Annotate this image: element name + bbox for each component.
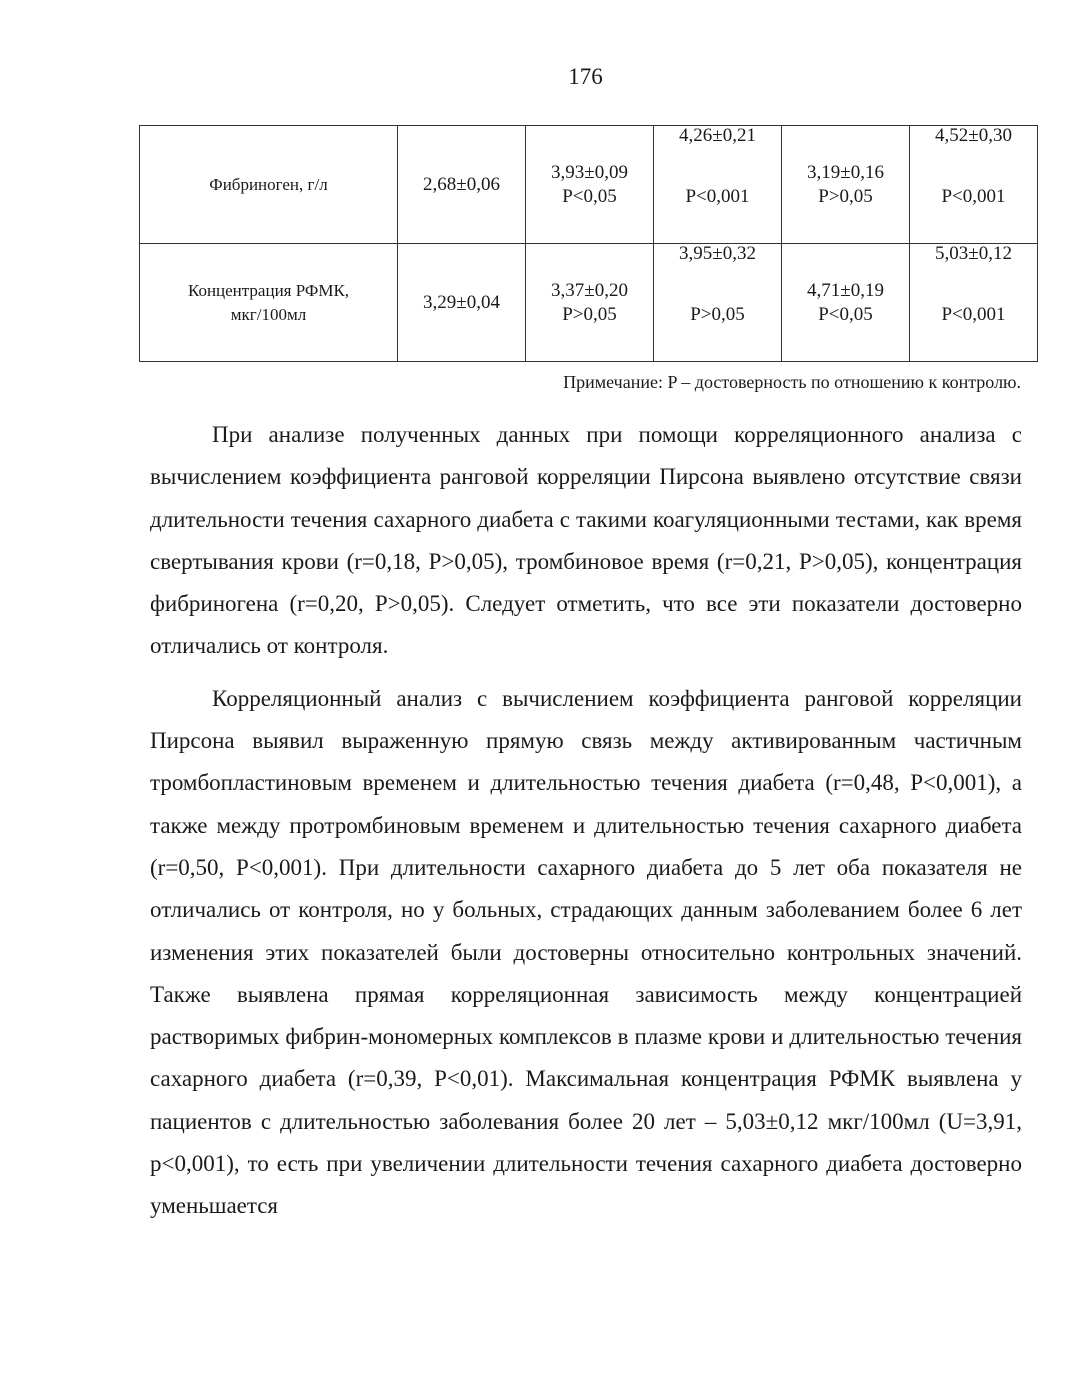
group-cell	[910, 126, 1038, 244]
group-cell	[526, 126, 654, 244]
group-p: P<0,05	[818, 303, 873, 325]
group-value: 3,93±0,09	[551, 161, 628, 183]
group-value: 3,95±0,32	[679, 243, 756, 264]
group-cell	[654, 244, 782, 362]
group-p: P<0,001	[685, 186, 750, 207]
group-p: P>0,05	[818, 185, 873, 207]
row-name: Фибриноген, г/л	[140, 126, 398, 244]
group-value: 3,37±0,20	[551, 279, 628, 301]
group-cell	[910, 244, 1038, 362]
group-cell	[782, 244, 910, 362]
body-text	[150, 414, 1022, 1228]
paragraph: Корреляционный анализ с вычислением коэффициента ранговой корреляции Пирсона выявил выраженную прямую связь между активированным частичным тромбопластиновым временем и длительностью течения диабета (r=0,48, P<0,001), а также между протромбиновым временем и длительностью течения сахарного диабета (r=0,50, P<0,001). При длительности сахарного диабета до 5 лет оба показателя не отличались от контроля, но у больных, страдающих данным заболеванием более 6 лет изменения этих показателей были достоверны относительно контрольных значений. Также выявлена прямая корреляционная зависимость между концентрацией растворимых фибрин-мономерных комплексов в плазме крови и длительностью течения сахарного диабета (r=0,39, P<0,01). Максимальная концентрация РФМК выявлена у пациентов с длительностью заболевания более 20 лет – 5,03±0,12 мкг/100мл (U=3,91, p<0,001), то есть при увеличении длительности течения сахарного диабета достоверно уменьшается	[150, 685, 1022, 1219]
table-row	[140, 126, 1038, 244]
group-cell	[654, 126, 782, 244]
group-p: P<0,001	[941, 304, 1006, 325]
table-note: Примечание: P – достоверность по отношению к контролю.	[563, 372, 1021, 392]
page-number: 176	[568, 64, 603, 89]
group-value: 5,03±0,12	[935, 243, 1012, 264]
control-value: 3,29±0,04	[398, 244, 526, 362]
group-cell	[782, 126, 910, 244]
group-cell	[526, 244, 654, 362]
results-table	[139, 125, 1038, 362]
group-p: P>0,05	[562, 303, 617, 325]
group-p: P>0,05	[690, 304, 745, 325]
row-name-line: мкг/100мл	[230, 304, 307, 324]
row-name	[140, 244, 398, 362]
paragraph: При анализе полученных данных при помощи корреляционного анализа с вычислением коэффициента ранговой корреляции Пирсона выявлено отсутствие связи длительности течения сахарного диабета с такими коагуляционными тестами, как время свертывания крови (r=0,18, P>0,05), тромбиновое время (r=0,21, P>0,05), концентрация фибриногена (r=0,20, P>0,05). Следует отметить, что все эти показатели достоверно отличались от контроля.	[150, 422, 1022, 659]
group-p: P<0,001	[941, 186, 1006, 207]
group-value: 3,19±0,16	[807, 161, 884, 183]
table-row	[140, 244, 1038, 362]
control-value: 2,68±0,06	[398, 126, 526, 244]
group-value: 4,52±0,30	[935, 125, 1012, 146]
group-value: 4,26±0,21	[679, 125, 756, 146]
group-p: P<0,05	[562, 185, 617, 207]
row-name-line: Концентрация РФМК,	[187, 280, 350, 300]
group-value: 4,71±0,19	[807, 279, 884, 301]
